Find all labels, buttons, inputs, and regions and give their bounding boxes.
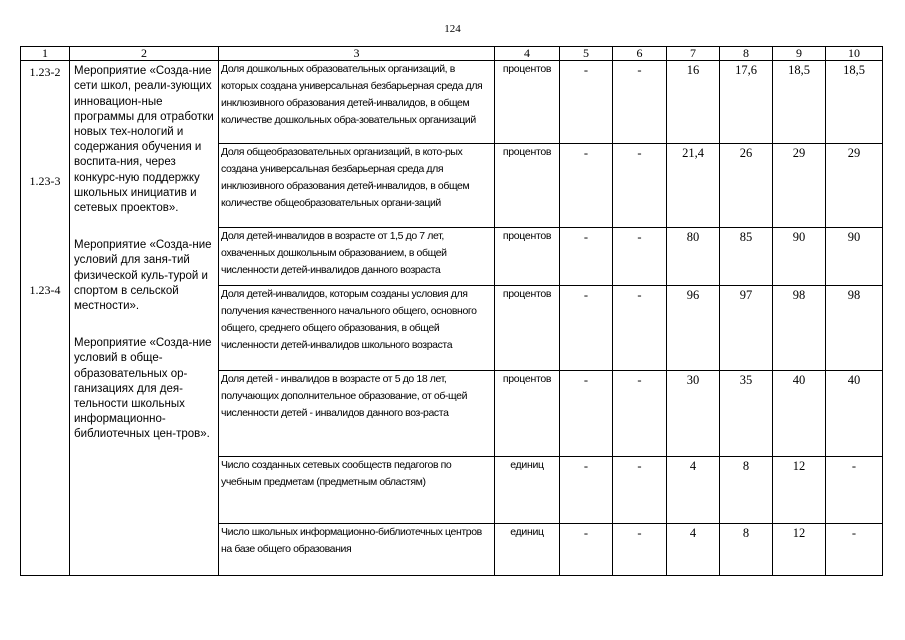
unit-cell: процентов <box>495 144 560 228</box>
header-cell: 8 <box>720 47 773 61</box>
indicator-text: Доля детей-инвалидов, которым созданы условия для получения качественного начального общего, основного общего, среднего общего образования, в общей численности детей-инвалидов школьного возраста <box>219 286 495 371</box>
value-cell: - <box>560 524 613 576</box>
value-cell: 40 <box>773 371 826 457</box>
value-cell: - <box>826 524 883 576</box>
header-cell: 4 <box>495 47 560 61</box>
code-column <box>21 61 70 576</box>
value-cell: 16 <box>667 61 720 144</box>
value-cell: 80 <box>667 228 720 286</box>
header-cell: 9 <box>773 47 826 61</box>
value-cell: - <box>613 61 667 144</box>
indicator-text: Число созданных сетевых сообществ педагогов по учебным предметам (предметным областям) <box>219 457 495 524</box>
value-cell: 98 <box>826 286 883 371</box>
event-code: 1.23-2 <box>29 65 61 80</box>
indicators-table <box>20 46 883 576</box>
value-cell: - <box>560 144 613 228</box>
value-cell: - <box>613 144 667 228</box>
value-cell: 26 <box>720 144 773 228</box>
value-cell: - <box>560 371 613 457</box>
value-cell: - <box>613 457 667 524</box>
unit-cell: единиц <box>495 457 560 524</box>
header-cell: 5 <box>560 47 613 61</box>
header-cell: 7 <box>667 47 720 61</box>
event-name: Мероприятие «Созда-ние сети школ, реали-зующих инновацион-ные программы для отработки новых тех-нологий и содержания обучения и воспита-ния, через конкурс-ную поддержку школьных инициатив и сетевых проектов». <box>74 65 214 215</box>
event-name: Мероприятие «Созда-ние условий для заня-тий физической куль-турой и спортом в сельской местности». <box>74 239 212 313</box>
header-cell: 6 <box>613 47 667 61</box>
value-cell: 12 <box>773 524 826 576</box>
value-cell: 97 <box>720 286 773 371</box>
indicator-text: Доля общеобразовательных организаций, в кото-рых создана универсальная безбарьерная среда для инклюзивного образования детей-инвалидов, в общем количестве общеобразовательных органи-заций <box>219 144 495 228</box>
unit-cell: процентов <box>495 286 560 371</box>
unit-cell: процентов <box>495 371 560 457</box>
indicator-text: Доля детей - инвалидов в возрасте от 5 до 18 лет, получающих дополнительное образование, от об-щей численности детей - инвалидов данного воз-раста <box>219 371 495 457</box>
value-cell: 35 <box>720 371 773 457</box>
event-column <box>70 61 219 576</box>
value-cell: 90 <box>773 228 826 286</box>
value-cell: - <box>826 457 883 524</box>
value-cell: - <box>613 371 667 457</box>
value-cell: 30 <box>667 371 720 457</box>
indicator-text: Число школьных информационно-библиотечных центров на базе общего образования <box>219 524 495 576</box>
value-cell: - <box>560 457 613 524</box>
value-cell: - <box>613 286 667 371</box>
value-cell: 85 <box>720 228 773 286</box>
value-cell: 29 <box>826 144 883 228</box>
indicator-text: Доля детей-инвалидов в возрасте от 1,5 до 7 лет, охваченных дошкольным образованием, в общей численности детей-инвалидов данного возраста <box>219 228 495 286</box>
value-cell: - <box>560 61 613 144</box>
event-name: Мероприятие «Созда-ние условий в обще-образовательных ор-ганизациях для дея-тельности школьных информационно-библиотечных цен-тров». <box>74 337 212 441</box>
value-cell: 4 <box>667 457 720 524</box>
value-cell: - <box>613 228 667 286</box>
header-cell: 2 <box>70 47 219 61</box>
value-cell: 40 <box>826 371 883 457</box>
page-number: 124 <box>444 23 461 35</box>
value-cell: 4 <box>667 524 720 576</box>
header-row <box>21 47 883 61</box>
value-cell: 21,4 <box>667 144 720 228</box>
unit-cell: процентов <box>495 61 560 144</box>
value-cell: - <box>560 286 613 371</box>
value-cell: 17,6 <box>720 61 773 144</box>
value-cell: - <box>613 524 667 576</box>
header-cell: 1 <box>21 47 70 61</box>
value-cell: 12 <box>773 457 826 524</box>
header-cell: 10 <box>826 47 883 61</box>
unit-cell: процентов <box>495 228 560 286</box>
table-row <box>21 61 883 144</box>
value-cell: 18,5 <box>773 61 826 144</box>
value-cell: 96 <box>667 286 720 371</box>
value-cell: 90 <box>826 228 883 286</box>
unit-cell: единиц <box>495 524 560 576</box>
header-cell: 3 <box>219 47 495 61</box>
value-cell: 18,5 <box>826 61 883 144</box>
value-cell: 8 <box>720 524 773 576</box>
event-code: 1.23-3 <box>29 174 61 189</box>
event-code: 1.23-4 <box>29 283 61 298</box>
value-cell: 98 <box>773 286 826 371</box>
value-cell: 8 <box>720 457 773 524</box>
indicator-text: Доля дошкольных образовательных организаций, в которых создана универсальная безбарьерная среда для инклюзивного образования детей-инвалидов, в общем количестве дошкольных обра-зовательных организаций <box>219 61 495 144</box>
value-cell: - <box>560 228 613 286</box>
value-cell: 29 <box>773 144 826 228</box>
